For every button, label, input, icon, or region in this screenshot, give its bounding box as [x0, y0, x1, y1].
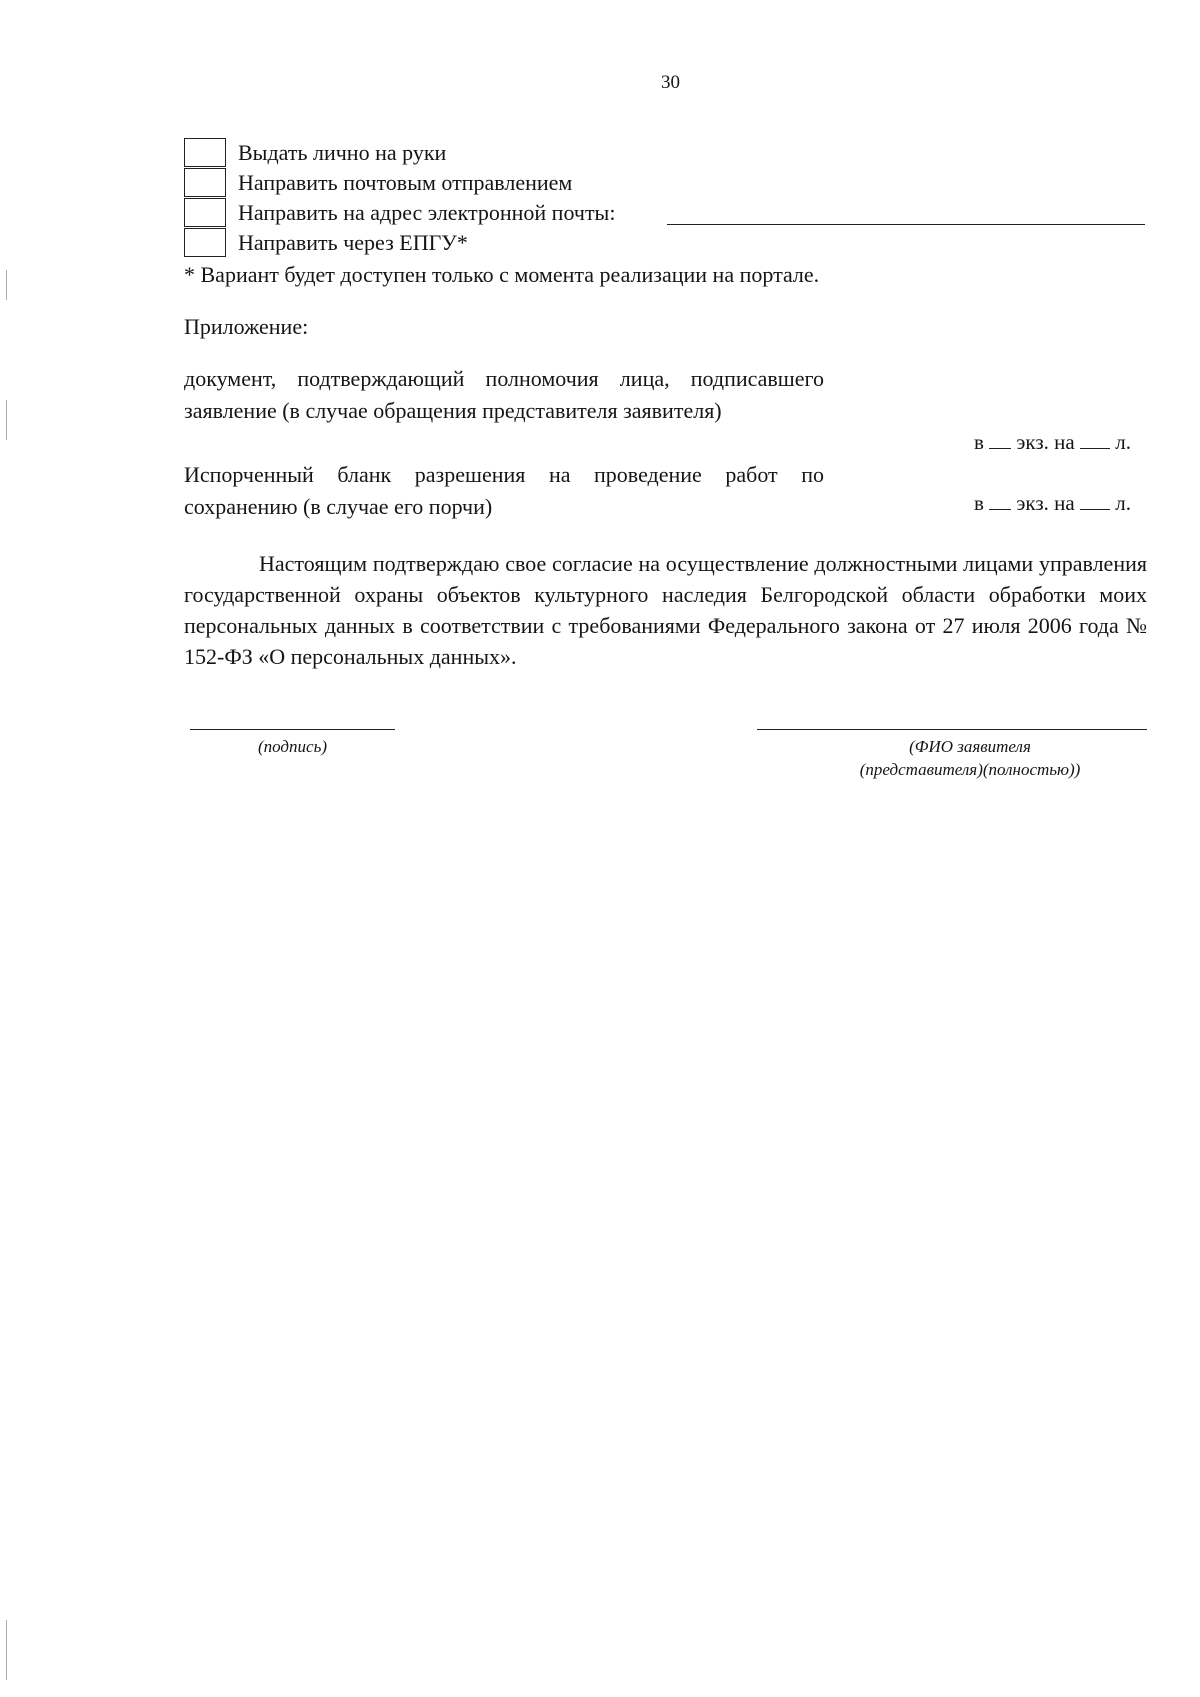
- copies-v: в: [974, 430, 984, 454]
- signature-line[interactable]: [190, 729, 395, 730]
- attachment-item: Испорченный бланк разрешения на проведение работ по сохранению (в случае его порчи): [184, 462, 824, 519]
- delivery-option-post[interactable]: [184, 168, 572, 197]
- scan-margin-mark: [6, 270, 7, 300]
- checkbox[interactable]: [184, 138, 226, 167]
- attachment-copies: [974, 430, 1131, 455]
- full-name-caption-line2: (представителя)(полностью)): [859, 760, 1081, 779]
- attachments-title: Приложение:: [184, 314, 309, 339]
- option-label: Выдать лично на руки: [238, 139, 447, 165]
- option-label: Направить через ЕПГУ*: [238, 229, 468, 255]
- sheets-count-blank[interactable]: [1080, 508, 1110, 510]
- delivery-option-in-person[interactable]: [184, 138, 446, 167]
- checkbox[interactable]: [184, 168, 226, 197]
- copies-count-blank[interactable]: [989, 508, 1011, 510]
- attachment-copies: [974, 491, 1131, 516]
- delivery-option-epgu[interactable]: [184, 228, 468, 257]
- option-label: Направить на адрес электронной почты:: [238, 199, 616, 225]
- sheets-count-blank[interactable]: [1080, 447, 1110, 449]
- checkbox[interactable]: [184, 198, 226, 227]
- email-field-line[interactable]: [667, 224, 1145, 225]
- checkbox[interactable]: [184, 228, 226, 257]
- delivery-option-email[interactable]: [184, 198, 615, 227]
- signature-caption: (подпись): [258, 737, 327, 756]
- full-name-caption-line1: (ФИО заявителя: [909, 737, 1031, 756]
- copies-l: л.: [1115, 491, 1131, 515]
- footnote: * Вариант будет доступен только с момента реализации на портале.: [184, 262, 820, 287]
- copies-v: в: [974, 491, 984, 515]
- scan-margin-mark: [6, 1620, 7, 1680]
- scan-margin-mark: [6, 400, 7, 440]
- full-name-line[interactable]: [757, 729, 1147, 730]
- copies-l: л.: [1115, 430, 1131, 454]
- copies-ekz: экз. на: [1016, 491, 1075, 515]
- attachment-item: документ, подтверждающий полномочия лица, подписавшего заявление (в случае обращения представителя заявителя): [184, 366, 824, 423]
- consent-paragraph: Настоящим подтверждаю свое согласие на осуществление должностными лицами управления государственной охраны объектов культурного наследия Белгородской области обработки моих персональных данных в соответствии с требованиями Федерального закона от 27 июля 2006 года № 152-ФЗ «О персональных данных».: [184, 551, 1147, 669]
- option-label: Направить почтовым отправлением: [238, 169, 573, 195]
- copies-count-blank[interactable]: [989, 447, 1011, 449]
- page-number: 30: [661, 72, 680, 93]
- full-name-caption: [800, 735, 1140, 781]
- copies-ekz: экз. на: [1016, 430, 1075, 454]
